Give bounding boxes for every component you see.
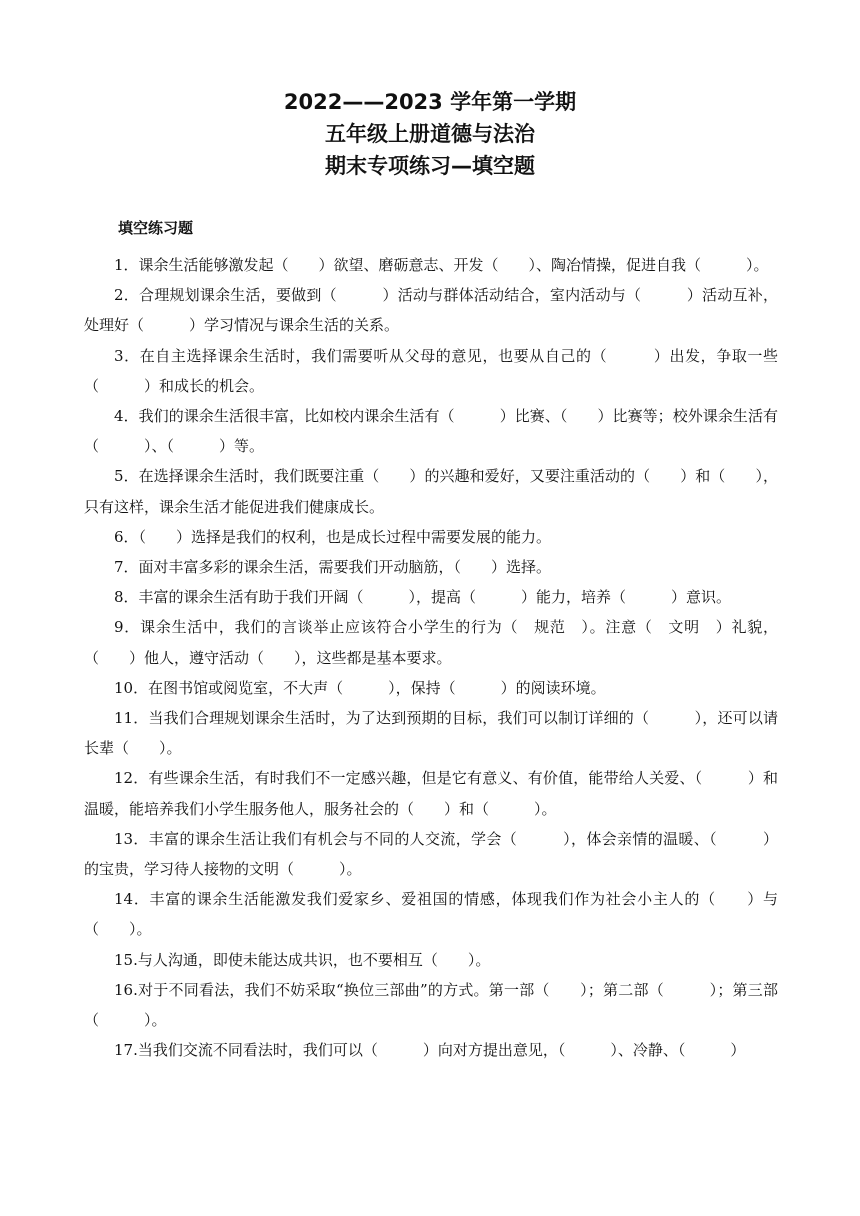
question-item: 11．当我们合理规划课余生活时，为了达到预期的目标，我们可以制订详细的（ ），还可以请长辈（ ）。 [84,709,778,758]
question-item: 12．有些课余生活，有时我们不一定感兴趣，但是它有意义、有价值，能带给人关爱、（ ）和温暖，能培养我们小学生服务他人，服务社会的（ ）和（ ）。 [84,769,778,818]
question-item: 3．在自主选择课余生活时，我们需要听从父母的意见，也要从自己的（ ）出发，争取一些（ ）和成长的机会。 [84,346,778,395]
question-item: 6．（ ）选择是我们的权利，也是成长过程中需要发展的能力。 [114,527,552,546]
question-list [84,250,778,1065]
question-item: 15.与人沟通，即使未能达成共识，也不要相互（ ）。 [114,950,491,969]
question-item: 7．面对丰富多彩的课余生活，需要我们开动脑筋，（ ）选择。 [114,558,552,577]
question-item: 13．丰富的课余生活让我们有机会与不同的人交流，学会（ ），体会亲情的温暖、（ ）的宝贵，学习待人接物的文明（ ）。 [84,829,778,879]
question-item: 4．我们的课余生活很丰富，比如校内课余生活有（ ）比赛、（ ）比赛等；校外课余生活有（ ）、（ ）等。 [84,407,778,456]
document-title-year: 2022——2023 学年第一学期 [283,90,577,114]
question-item: 16.对于不同看法，我们不妨采取“换位三部曲”的方式。第一部（ ）；第二部（ ）；第三部（ ）。 [84,980,778,1030]
question-item: 14．丰富的课余生活能激发我们爱家乡、爱祖国的情感，体现我们作为社会小主人的（ ）与（ ）。 [84,890,778,939]
document-title-subject: 五年级上册道德与法治 [325,122,535,146]
question-item: 8．丰富的课余生活有助于我们开阔（ ），提高（ ）能力，培养（ ）意识。 [114,588,732,607]
section-heading: 填空练习题 [118,219,194,237]
question-item: 5．在选择课余生活时，我们既要注重（ ）的兴趣和爱好，又要注重活动的（ ）和（ ），只有这样，课余生活才能促进我们健康成长。 [84,467,778,516]
question-item: 1．课余生活能够激发起（ ）欲望、磨砺意志、开发（ ）、陶冶情操，促进自我（ ）。 [114,256,769,274]
question-item: 10．在图书馆或阅览室，不大声（ ），保持（ ）的阅读环境。 [114,678,606,697]
document-title-exercise: 期末专项练习—填空题 [325,154,535,178]
question-item: 17.当我们交流不同看法时，我们可以（ ）向对方提出意见，（ ）、冷静、（ ） [114,1041,746,1060]
question-item: 2．合理规划课余生活，要做到（ ）活动与群体活动结合，室内活动与（ ）活动互补，处理好（ ）学习情况与课余生活的关系。 [84,286,778,335]
question-item: 9．课余生活中，我们的言谈举止应该符合小学生的行为（ 规范 ）。注意（ 文明 ）礼貌，（ ）他人，遵守活动（ ），这些都是基本要求。 [84,618,778,667]
